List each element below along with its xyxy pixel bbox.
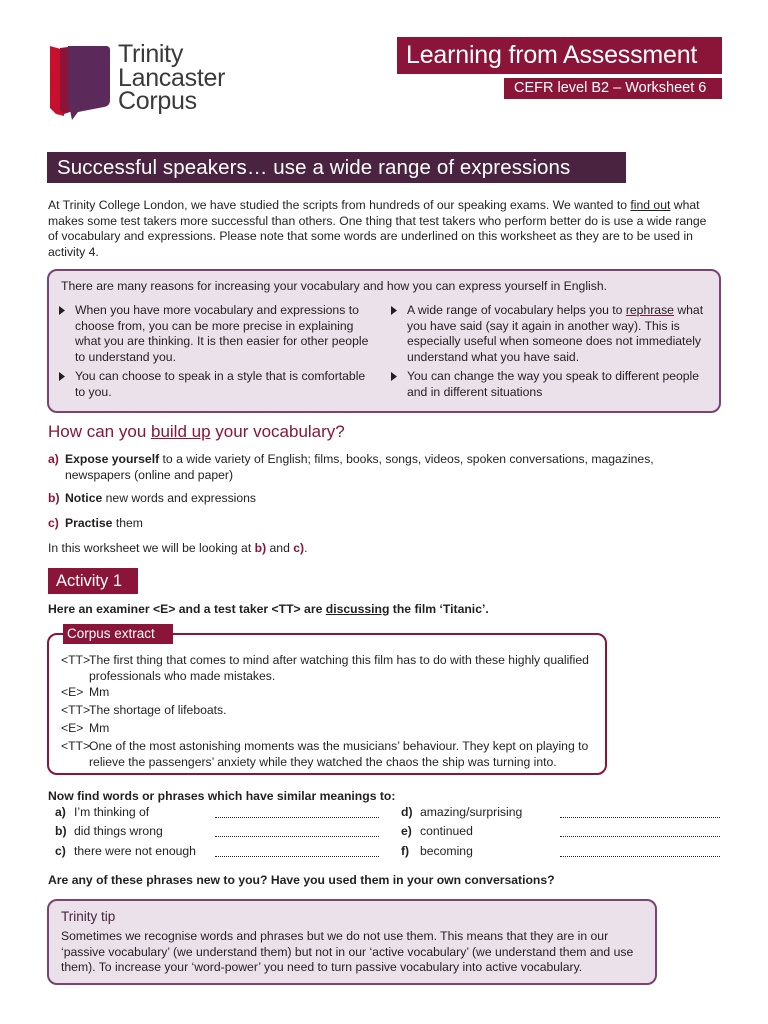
activity-intro bbox=[48, 602, 489, 618]
answer-blank[interactable] bbox=[215, 817, 379, 818]
reasons-box bbox=[47, 269, 721, 413]
heading-part: your vocabulary? bbox=[210, 422, 345, 441]
item-label: c) bbox=[48, 516, 59, 530]
reason-text: You can change the way you speak to different people and in different situations bbox=[407, 369, 700, 399]
exercise-instructions: Now find words or phrases which have similar meanings to: bbox=[48, 789, 396, 803]
item-text: to a wide variety of English; films, books, songs, videos, spoken conversations, magazines, newspapers (online and paper) bbox=[65, 452, 654, 482]
exercise-prompt: becoming bbox=[420, 844, 473, 858]
heading-underlined-term: build up bbox=[151, 422, 211, 441]
build-item-b bbox=[48, 491, 678, 507]
speaker-tag: <E> bbox=[61, 685, 84, 699]
item-text: new words and expressions bbox=[102, 491, 257, 505]
item-label: a) bbox=[48, 452, 59, 466]
page-title: Learning from Assessment bbox=[397, 37, 722, 74]
note-ref: c) bbox=[293, 541, 305, 555]
bullet-icon bbox=[59, 306, 65, 315]
exercise-item-e bbox=[401, 824, 721, 840]
logo-word: Lancaster bbox=[118, 63, 226, 92]
item-keyword: Expose yourself bbox=[65, 452, 160, 466]
exercise-label: a) bbox=[55, 805, 66, 819]
extract-line bbox=[61, 721, 601, 737]
reason-item bbox=[59, 303, 377, 365]
note-ref: b) bbox=[254, 541, 267, 555]
item-keyword: Notice bbox=[65, 491, 103, 505]
build-vocab-heading bbox=[48, 421, 345, 443]
reason-item bbox=[59, 369, 377, 400]
speaker-tag: <E> bbox=[61, 721, 84, 735]
activity-intro-text: Here an examiner <E> and a test taker <TT> are bbox=[48, 602, 326, 616]
exercise-prompt: did things wrong bbox=[74, 824, 163, 838]
utterance: The shortage of lifeboats. bbox=[89, 703, 227, 717]
tip-title: Trinity tip bbox=[61, 909, 116, 924]
heading-part: How can you bbox=[48, 422, 151, 441]
trinity-tip-box bbox=[47, 899, 657, 985]
activity-badge: Activity 1 bbox=[48, 568, 138, 594]
note-text: In this worksheet we will be looking at bbox=[48, 541, 255, 555]
activity-intro-text: the film ‘Titanic’. bbox=[389, 602, 489, 616]
item-text: them bbox=[112, 516, 143, 530]
bullet-icon bbox=[391, 306, 397, 315]
extract-line bbox=[61, 703, 601, 719]
intro-text: At Trinity College London, we have studied the scripts from hundreds of our speaking exams. We wanted to bbox=[48, 198, 631, 212]
trinity-logo-icon bbox=[48, 44, 112, 122]
logo-word: Trinity bbox=[118, 40, 184, 68]
utterance: One of the most astonishing moments was the musicians’ behaviour. They kept on playing to relieve the passengers’ anxiety while they watched the chaos the ship was turning into. bbox=[89, 739, 589, 769]
intro-underlined-term: find out bbox=[630, 198, 671, 212]
utterance: Mm bbox=[89, 685, 110, 699]
extract-line bbox=[61, 685, 601, 701]
intro-text-cont: what makes some test takers more successful than others. One thing that test takers who perform better do is use a wide range of vocabulary and expressions. Please note that some words are underlined on this worksheet as they are to be used in activity 4. bbox=[48, 198, 707, 259]
exercise-prompt: there were not enough bbox=[74, 844, 196, 858]
intro-paragraph bbox=[48, 198, 718, 260]
exercise-item-d bbox=[401, 805, 721, 821]
reason-text-part: what you have said (say it again in another way). This is especially useful when someone does not immediately understand what you have said. bbox=[407, 303, 704, 364]
answer-blank[interactable] bbox=[560, 836, 720, 837]
answer-blank[interactable] bbox=[215, 856, 379, 857]
logo-word: Corpus bbox=[118, 87, 197, 115]
reason-text: You can choose to speak in a style that is comfortable to you. bbox=[75, 369, 366, 399]
exercise-prompt: continued bbox=[420, 824, 473, 838]
reason-item bbox=[391, 369, 713, 400]
answer-blank[interactable] bbox=[215, 836, 379, 837]
item-label: b) bbox=[48, 491, 60, 505]
reason-text-part: A wide range of vocabulary helps you to bbox=[407, 303, 626, 317]
bullet-icon bbox=[391, 372, 397, 381]
reason-underlined-term: rephrase bbox=[625, 303, 674, 317]
item-keyword: Practise bbox=[65, 516, 113, 530]
note-text: . bbox=[304, 541, 308, 555]
exercise-item-a bbox=[55, 805, 380, 821]
tip-body: Sometimes we recognise words and phrases but we do not use them. This means that they are in our ‘passive vocabulary’ (we understand them) but not in our ‘active vocabulary’ (we understand them and use them). To increase your ‘word-power’ you need to turn passive vocabulary into active vocabulary. bbox=[61, 929, 634, 974]
corpus-extract-box bbox=[47, 633, 607, 775]
corpus-extract-label: Corpus extract bbox=[63, 624, 173, 644]
exercise-item-f bbox=[401, 844, 721, 860]
speaker-tag: <TT> bbox=[61, 703, 91, 717]
exercise-label: e) bbox=[401, 824, 412, 838]
reasons-right-column bbox=[391, 303, 713, 404]
speaker-tag: <TT> bbox=[61, 653, 91, 667]
extract-line bbox=[61, 653, 601, 684]
worksheet-level-badge: CEFR level B2 – Worksheet 6 bbox=[504, 78, 722, 99]
activity-underlined-term: discussing bbox=[325, 602, 390, 616]
reasons-left-column bbox=[59, 303, 377, 404]
extract-line bbox=[61, 739, 601, 770]
answer-blank[interactable] bbox=[560, 817, 720, 818]
exercise-item-b bbox=[55, 824, 380, 840]
exercise-label: f) bbox=[401, 844, 410, 858]
reason-item bbox=[391, 303, 713, 365]
exercise-item-c bbox=[55, 844, 380, 860]
build-item-c bbox=[48, 516, 678, 532]
answer-blank[interactable] bbox=[560, 856, 720, 857]
exercise-label: b) bbox=[55, 824, 67, 838]
reason-text bbox=[407, 303, 713, 365]
note-text: and bbox=[266, 541, 294, 555]
utterance: The first thing that comes to mind after watching this film has to do with these highly qualified professionals who made mistakes. bbox=[89, 653, 589, 683]
reflection-question: Are any of these phrases new to you? Have you used them in your own conversations? bbox=[48, 873, 555, 887]
exercise-prompt: I’m thinking of bbox=[74, 805, 150, 819]
build-item-a bbox=[48, 452, 678, 483]
section-title: Successful speakers… use a wide range of expressions bbox=[47, 152, 626, 183]
reasons-lead: There are many reasons for increasing your vocabulary and how you can express yourself in English. bbox=[61, 279, 608, 293]
reason-text: When you have more vocabulary and expressions to choose from, you can be more precise in explaining what you are thinking. It is then easier for other people to understand you. bbox=[75, 303, 369, 364]
logo-wordmark bbox=[118, 40, 226, 115]
bullet-icon bbox=[59, 372, 65, 381]
exercise-label: d) bbox=[401, 805, 413, 819]
worksheet-focus-note bbox=[48, 541, 678, 557]
speaker-tag: <TT> bbox=[61, 739, 91, 753]
utterance: Mm bbox=[89, 721, 110, 735]
exercise-label: c) bbox=[55, 844, 66, 858]
exercise-prompt: amazing/surprising bbox=[420, 805, 523, 819]
